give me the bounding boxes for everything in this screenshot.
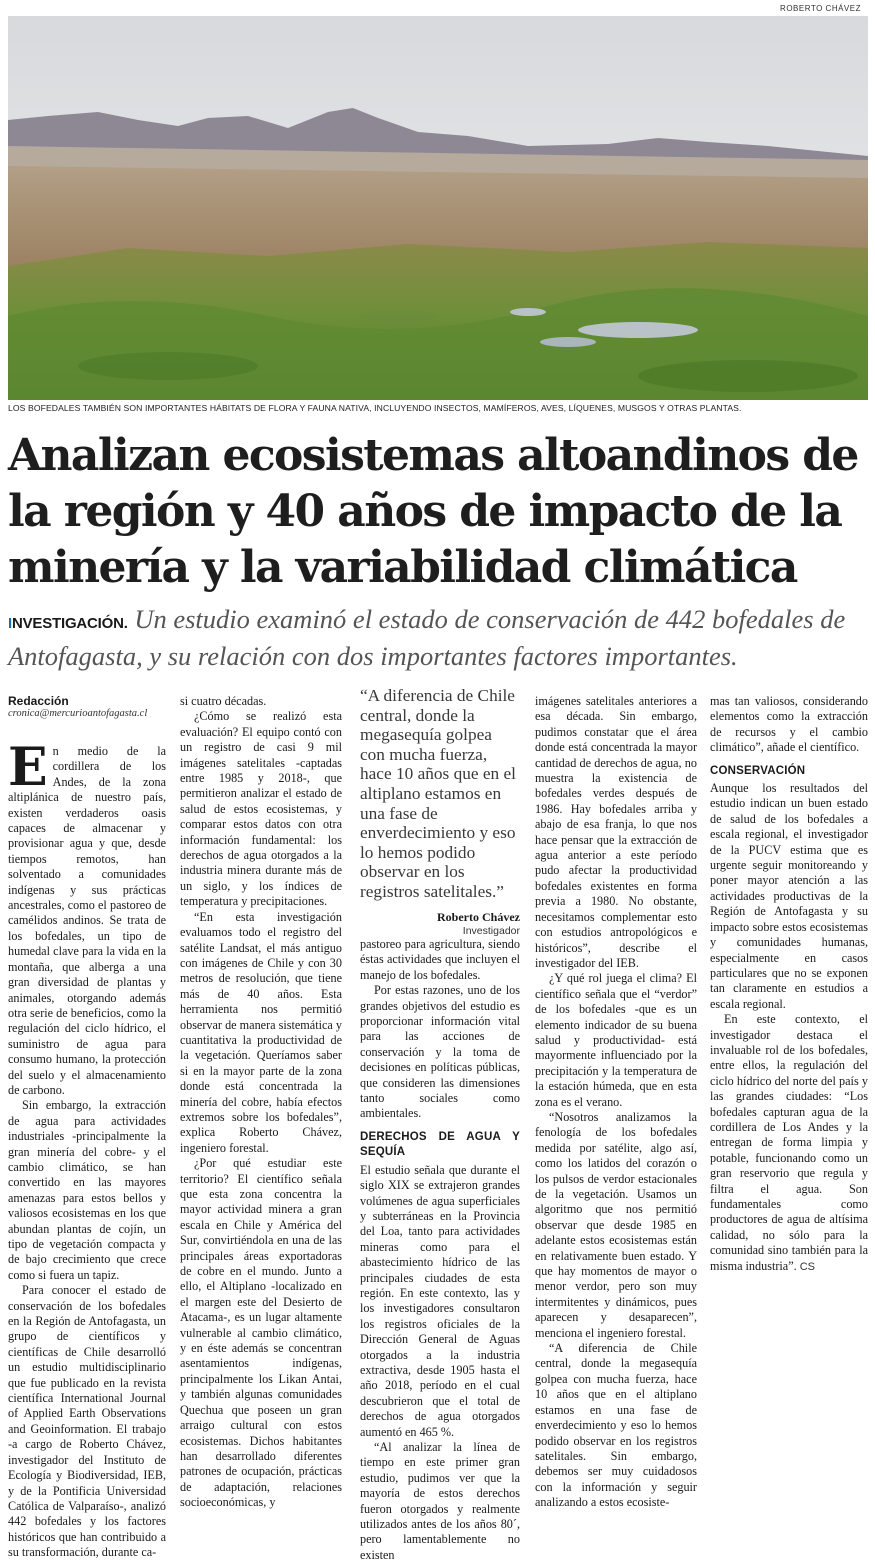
paragraph: ¿Cómo se realizó esta evaluación? El equipo contó con un registro de casi 9 mil imágenes satelitales -captadas entre 1985 y 2018-, que permitieron analizar el estado de salud de estos ecosistemas, y comparar estos datos con otra información fundamental: los derechos de agua otorgados a la industria minera durante más de un siglo, y los índices de temperatura y precipitaciones.	[180, 709, 342, 909]
section-heading: CONSERVACIÓN	[710, 764, 806, 777]
drop-cap: E	[8, 737, 48, 798]
photo-caption: LOS BOFEDALES TAMBIÉN SON IMPORTANTES HÁBITATS DE FLORA Y FAUNA NATIVA, INCLUYENDO INSECTOS, MAMÍFEROS, AVES, LÍQUENES, MUSGOS Y OTRAS PLANTAS.	[8, 403, 742, 413]
column-4	[535, 694, 697, 1511]
paragraph: “Al analizar la línea de tiempo en este primer gran estudio, pudimos ver que la mayoría de estos derechos fueron otorgados y realmente utilizados antes de los años 80´, pero lamentablemente no existen	[360, 1440, 520, 1562]
column-2	[180, 694, 342, 1511]
paragraph: En este contexto, el investigador destaca el invaluable rol de los bofedales, entre ellos, la regulación del ciclo hídrico del norte del país y las grandes ciudades: “Los bofedales capturan agua de la cordillera de Los Andes y la entregan de forma limpia y potable, funcionando como un gran reservorio que regula y filtra el agua. Son fundamentales como productores de agua de altísima calidad, no sólo para la comunidad sino también para la misma industria”. CS	[710, 1012, 868, 1273]
pull-quote-name: Roberto Chávez	[437, 909, 520, 924]
pull-quote-role: Investigador	[462, 924, 520, 937]
paragraph: “En esta investigación evaluamos todo el registro del satélite Landsat, el más antiguo con imágenes de Chile y con 30 metros de resolución, que tiene más de 40 años. Esta herramienta nos permitió observar de manera sistemática y cuantitativa la productividad de la vegetación. Queríamos saber si en la mayor parte de la zona donde está concentrada la minería del cobre, había efectos extremos sobre los bofedales”, explica Roberto Chávez, ingeniero forestal.	[180, 909, 342, 1155]
paragraph: si cuatro décadas.	[180, 694, 267, 708]
paragraph: Por estas razones, uno de los grandes objetivos del estudio es proporcionar información vital para las acciones de conservación y la toma de decisiones en políticas públicas, que consideren las dimensiones tanto sociales como ambientales.	[360, 983, 520, 1121]
byline-email: cronica@mercurioantofagasta.cl	[8, 708, 148, 719]
landscape-photo	[8, 16, 868, 400]
pull-quote	[360, 686, 520, 937]
paragraph: imágenes satelitales anteriores a esa década. Sin embargo, pudimos constatar que el área donde está concentrada la mayor cantidad de derechos de agua, no muestra la existencia de bofedales verdes después de 1986. Hay bofedales arriba y abajo de esa franja, lo que nos hace pensar que la extracción de agua anterior a este período pudo afectar la productividad bofedales existentes en forma previa a 1980. No obstante, necesitamos complementar esto con estudios antropológicos e históricos”, describe el investigador del IEB.	[535, 694, 697, 970]
paragraph: El estudio señala que durante el siglo XIX se extrajeron grandes volúmenes de agua superficiales y subterráneas en la Provincia del Loa, tanto para actividades mineras como para el abastecimiento hídrico de las principales ciudades de esta región. En este contexto, las y los investigadores consultaron los registros oficiales de la Dirección General de Aguas otorgados a la industria extractiva, desde 1905 hasta el año 2018, período en el cual descubrieron que el total de derechos de agua otorgados aumentó en 465 %.	[360, 1162, 520, 1439]
paragraph: ¿Por qué estudiar este territorio? El científico señala que esta zona concentra la mayor actividad minera a gran escala en Chile y América del Sur, convirtiéndola en una de las principales áreas exportadoras de cobre en el mundo. Junto a ello, el Altiplano -localizado en el margen este del Desierto de Atacama-, es un lugar altamente vulnerable al cambio climático, y en éste además se concentran asentamientos indígenas, principalmente los Likan Antai, y también algunas comunidades Quechua que poseen un gran arraigo cultural con estos ecosistemas. Dichos habitantes han desarrollado diferentes patrones de ocupación, prácticas de adaptación, relaciones socioeconómicas, y	[180, 1156, 342, 1510]
photo-credit: ROBERTO CHÁVEZ	[780, 4, 861, 13]
end-mark: CS	[799, 1260, 815, 1273]
column-5	[710, 694, 868, 1275]
paragraph: ¿Y qué rol juega el clima? El científico señala que el “verdor” de los bofedales -que es un elemento indicador de su buena salud y productividad- está mayormente influenciado por la precipitación y la temperatura de la estación húmeda, que en esta zona es el verano.	[535, 971, 697, 1109]
pull-quote-text: “A diferencia de Chile central, donde la megasequía golpea con mucha fuerza, hace 10 años que en el altiplano estamos en una fase de enverdecimiento y eso lo hemos podido observar en los registros satelitales.”	[360, 686, 516, 901]
paragraph: Para conocer el estado de conservación de los bofedales en la Región de Antofagasta, un grupo de científicos y científicas de Chile desarrolló un estudio multidisciplinario que fue publicado en la revista científica International Journal of Applied Earth Observations and Geoinformation. El trabajo -a cargo de Roberto Chávez, investigador del Instituto de Ecología y Biodiversidad, IEB, y de la Pontificia Universidad Católica de Valparaíso-, analizó 442 bofedales y los factores históricos que han contribuido a su transformación, durante ca-	[8, 1283, 166, 1560]
deck	[8, 603, 870, 672]
paragraph: “A diferencia de Chile central, donde la megasequía golpea con mucha fuerza, hace 10 años que en el altiplano estamos en una fase de enverdecimiento y eso lo hemos podido observar en los registros satelitales. Sin embargo, debemos ser muy cuidadosos con la información y seguir analizando a estos ecosiste-	[535, 1341, 697, 1510]
column-1	[8, 737, 166, 1561]
headline: Analizan ecosistemas altoandinos de la región y 40 años de impacto de la minería y la variabilidad climática	[8, 430, 858, 593]
paragraph: Sin embargo, la extracción de agua para actividades industriales -principalmente la gran minería del cobre- y el cambio climático, se han convertido en las mayores amenazas para estos bellos y valiosos ecosistemas en los que abundan plantas de cojín, un tipo de vegetación compacta y de bajo crecimiento que crece como si fuera un tapiz.	[8, 1098, 166, 1282]
paragraph: pastoreo para agricultura, siendo éstas actividades que incluyen el manejo de los bofedales.	[360, 937, 520, 982]
paragraph: mas tan valiosos, considerando elementos como la extracción de recursos y el cambio climático”, añade el científico.	[710, 694, 868, 755]
paragraph: Aunque los resultados del estudio indican un buen estado de salud de los bofedales a escala regional, el investigador de la PUCV estima que es urgente seguir monitoreando y poner mayor atención a las actividades productivas de la Región de Antofagasta y su impacto sobre estos ecosistemas y comunidades humanas, especialmente en casos particulares que no se exponen tan claramente en estudios a escala regional.	[710, 781, 868, 1011]
column-3	[360, 937, 520, 1563]
kicker: INVESTIGACIÓN.	[8, 615, 128, 632]
section-heading: DERECHOS DE AGUA Y SEQUÍA	[360, 1130, 520, 1159]
byline	[8, 694, 173, 719]
paragraph: “Nosotros analizamos la fenología de los bofedales medida por satélite, algo así, como los latidos del corazón o los pulsos de verdor estacionales de la vegetación. Usamos un algoritmo que nos permitió observar que desde 1985 en adelante estos ecosistemas están en relativamente buen estado. Y que hay momentos de mayor o menor verdor, pero son muy intermitentes y dinámicos, pues aparecen y desaparecen”, menciona el ingeniero forestal.	[535, 1109, 697, 1340]
paragraph: En medio de la cordillera de los Andes, de la zona altiplánica de nuestro país, existen verdaderos oasis capaces de almacenar y provisionar agua y que, desde tiempos remotos, han solventado a comunidades indígenas y sus prácticas ancestrales, como el pastoreo de camélidos andinos. Se trata de los bofedales, un tipo de humedal clave para la vida en la montaña, que alberga a una gran diversidad de plantas y animales, otorgando además otra serie de beneficios, como la regulación del ciclo hídrico, el suministro de agua para consumo humano, la protección del suelo y el almacenamiento de carbono.	[8, 737, 166, 1097]
byline-name: Redacción	[8, 694, 69, 708]
deck-text: Un estudio examinó el estado de conservación de 442 bofedales de Antofagasta, y su relación con dos importantes factores importantes.	[8, 604, 846, 671]
